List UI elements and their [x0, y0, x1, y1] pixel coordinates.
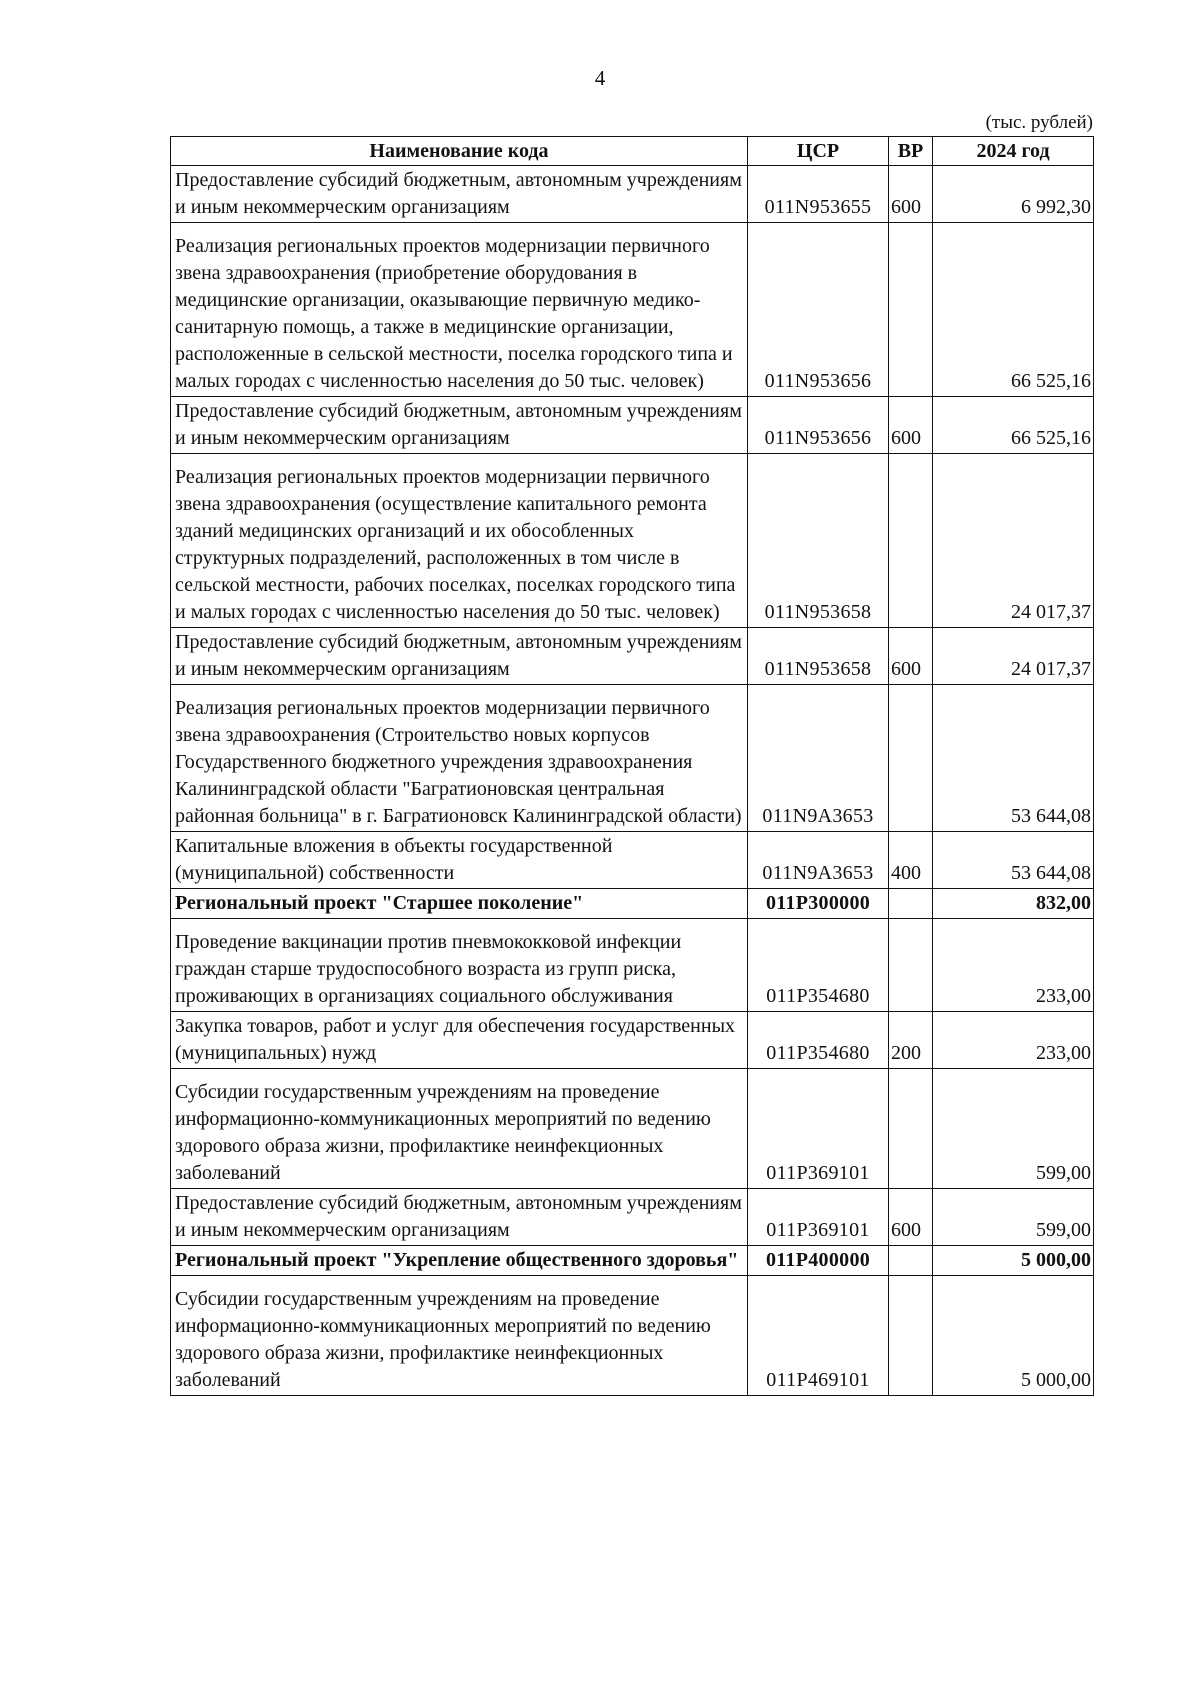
row-csr: 011P400000 [748, 1246, 889, 1276]
row-amount: 66 525,16 [933, 397, 1094, 454]
row-csr: 011P369101 [748, 1069, 889, 1189]
table-row [171, 832, 1094, 889]
row-amount: 233,00 [933, 1012, 1094, 1069]
row-vr: 600 [889, 166, 933, 223]
header-year: 2024 год [933, 137, 1094, 166]
table-row [171, 1276, 1094, 1396]
row-name: Реализация региональных проектов модернизации первичного звена здравоохранения (Строительство новых корпусов Государственного бюджетного учреждения здравоохранения Калининградской области "Багратионовская центральная районная больница" в г. Багратионовск Калининградской области) [171, 685, 748, 832]
row-amount: 53 644,08 [933, 685, 1094, 832]
row-vr: 600 [889, 628, 933, 685]
row-amount: 24 017,37 [933, 454, 1094, 628]
row-csr: 011N953655 [748, 166, 889, 223]
row-name: Закупка товаров, работ и услуг для обеспечения государственных (муниципальных) нужд [171, 1012, 748, 1069]
row-name: Предоставление субсидий бюджетным, автономным учреждениям и иным некоммерческим организациям [171, 1189, 748, 1246]
row-name: Предоставление субсидий бюджетным, автономным учреждениям и иным некоммерческим организациям [171, 628, 748, 685]
row-name: Региональный проект "Укрепление общественного здоровья" [171, 1246, 748, 1276]
row-amount: 5 000,00 [933, 1246, 1094, 1276]
row-amount: 599,00 [933, 1069, 1094, 1189]
row-vr: 400 [889, 832, 933, 889]
row-csr: 011P354680 [748, 919, 889, 1012]
table-row [171, 628, 1094, 685]
table-row [171, 397, 1094, 454]
row-vr [889, 1069, 933, 1189]
row-amount: 53 644,08 [933, 832, 1094, 889]
row-vr: 600 [889, 397, 933, 454]
table-row [171, 166, 1094, 223]
row-csr: 011P469101 [748, 1276, 889, 1396]
row-name: Предоставление субсидий бюджетным, автономным учреждениям и иным некоммерческим организациям [171, 397, 748, 454]
row-name: Предоставление субсидий бюджетным, автономным учреждениям и иным некоммерческим организациям [171, 166, 748, 223]
page-number: 4 [594, 66, 606, 90]
table-body [171, 166, 1094, 1396]
table-row [171, 1189, 1094, 1246]
budget-table [170, 136, 1094, 1396]
row-amount: 66 525,16 [933, 223, 1094, 397]
row-vr [889, 454, 933, 628]
row-vr [889, 919, 933, 1012]
row-vr [889, 223, 933, 397]
row-csr: 011N953658 [748, 628, 889, 685]
row-csr: 011N953658 [748, 454, 889, 628]
table-row [171, 919, 1094, 1012]
table-row-section [171, 889, 1094, 919]
table-row [171, 1069, 1094, 1189]
table-row [171, 454, 1094, 628]
units-note: (тыс. рублей) [985, 112, 1093, 133]
table-row [171, 1012, 1094, 1069]
row-vr [889, 1246, 933, 1276]
row-name: Субсидии государственным учреждениям на проведение информационно-коммуникационных мероприятий по ведению здорового образа жизни, профилактике неинфекционных заболеваний [171, 1069, 748, 1189]
row-csr: 011P354680 [748, 1012, 889, 1069]
row-amount: 5 000,00 [933, 1276, 1094, 1396]
row-csr: 011N9A3653 [748, 832, 889, 889]
header-csr: ЦСР [748, 137, 889, 166]
row-name: Реализация региональных проектов модернизации первичного звена здравоохранения (приобретение оборудования в медицинские организации, оказывающие первичную медико-санитарную помощь, а также в медицинские организации, расположенные в сельской местности, поселка городского типа и малых городах с численностью населения до 50 тыс. человек) [171, 223, 748, 397]
header-name: Наименование кода [171, 137, 748, 166]
table-row [171, 685, 1094, 832]
row-vr: 600 [889, 1189, 933, 1246]
table-row-section [171, 1246, 1094, 1276]
row-name: Капитальные вложения в объекты государственной (муниципальной) собственности [171, 832, 748, 889]
header-vr: ВР [889, 137, 933, 166]
row-csr: 011P369101 [748, 1189, 889, 1246]
header-row [171, 137, 1094, 166]
row-csr: 011P300000 [748, 889, 889, 919]
row-csr: 011N953656 [748, 397, 889, 454]
row-vr: 200 [889, 1012, 933, 1069]
row-vr [889, 685, 933, 832]
row-amount: 832,00 [933, 889, 1094, 919]
row-csr: 011N953656 [748, 223, 889, 397]
row-name: Региональный проект "Старшее поколение" [171, 889, 748, 919]
row-vr [889, 1276, 933, 1396]
row-amount: 233,00 [933, 919, 1094, 1012]
table-header [171, 137, 1094, 166]
row-amount: 24 017,37 [933, 628, 1094, 685]
row-amount: 6 992,30 [933, 166, 1094, 223]
row-name: Проведение вакцинации против пневмококковой инфекции граждан старше трудоспособного возраста из групп риска, проживающих в организациях социального обслуживания [171, 919, 748, 1012]
row-name: Реализация региональных проектов модернизации первичного звена здравоохранения (осуществление капитального ремонта зданий медицинских организаций и их обособленных структурных подразделений, расположенных в том числе в сельской местности, рабочих поселках, поселках городского типа и малых городах с численностью населения до 50 тыс. человек) [171, 454, 748, 628]
row-csr: 011N9A3653 [748, 685, 889, 832]
row-vr [889, 889, 933, 919]
row-name: Субсидии государственным учреждениям на проведение информационно-коммуникационных мероприятий по ведению здорового образа жизни, профилактике неинфекционных заболеваний [171, 1276, 748, 1396]
table-row [171, 223, 1094, 397]
row-amount: 599,00 [933, 1189, 1094, 1246]
